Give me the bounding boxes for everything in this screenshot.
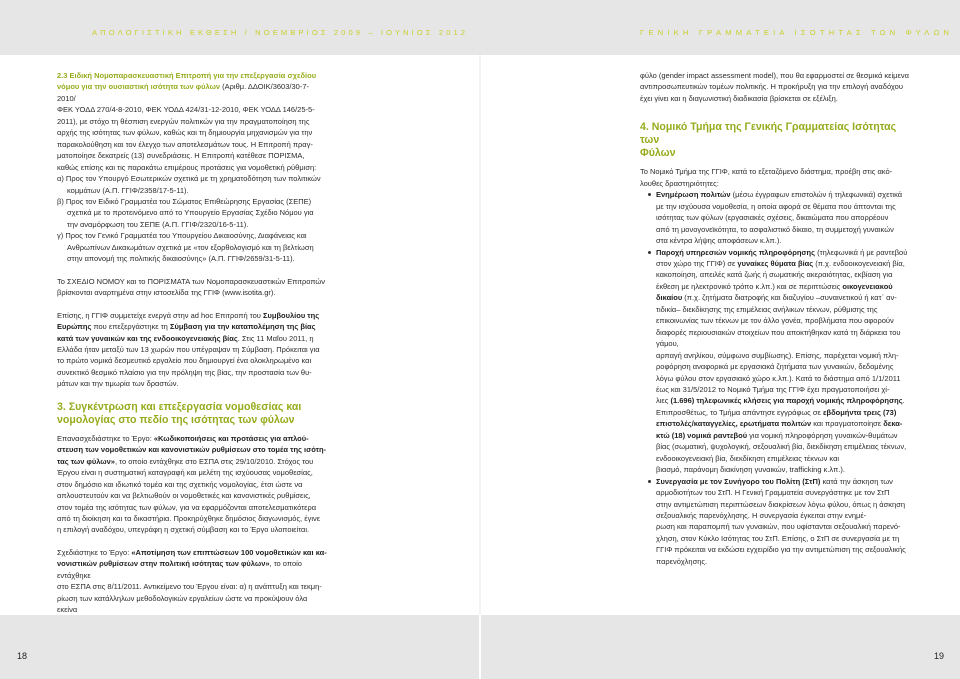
text-line bbox=[57, 444, 327, 455]
text-line bbox=[57, 333, 327, 344]
text-line bbox=[57, 433, 327, 444]
text-line: διαφορές περιουσιακών στοιχείων που αποκτήθηκαν κατά τη διάρκεια του γάμου, bbox=[656, 327, 901, 349]
text-line: λόγω φύλου στον εργασιακό χώρο κ.λπ.). Κατά το διάστημα από 1/1/2011 bbox=[656, 373, 901, 383]
text-span: (π.χ. ενδοοικογενειακή βία, bbox=[813, 258, 905, 268]
text-line: στην απονομή της πολιτικής δικαιοσύνης» (Α.Π. ΓΓΙΦ/2659/31-5-11). bbox=[67, 254, 295, 264]
text-line: Ανθρωπίνων Δικαιωμάτων σχετικά με «τον εξορθολογισμό και τη βελτίωση bbox=[67, 242, 314, 252]
text-line: Το Νομικό Τμήμα της ΓΓΙΦ, κατά το εξεταζόμενο διάστημα, προέβη στις ακό- bbox=[640, 167, 893, 177]
text-line: η επιλογή αναδόχου, υπεγράφη η σχετική σύμβαση και το Έργο υλοποιείται. bbox=[57, 525, 310, 535]
running-header-left: ΑΠΟΛΟΓΙΣΤΙΚΗ ΕΚΘΕΣΗ / ΝΟΕΜΒΡΙΟΣ 2009 – ΙΟΥΝΙΟΣ 2012 bbox=[92, 28, 469, 37]
text-line bbox=[656, 292, 910, 303]
text-line: α) Προς τον Υπουργό Εσωτερικών σχετικά με τη χρηματοδότηση των πολιτικών bbox=[57, 174, 321, 184]
text-line: κακοποίηση, απειλές κατά ζωής ή σωματικής ακεραιότητας, εκβίαση για bbox=[656, 270, 893, 280]
left-page-text bbox=[57, 70, 327, 673]
text-line: ΦΕΚ ΥΟΔΔ 270/4-8-2010, ΦΕΚ ΥΟΔΔ 424/31-12-2010, ΦΕΚ ΥΟΔΔ 146/25-5- bbox=[57, 105, 315, 115]
bullet-item bbox=[640, 247, 910, 476]
text-line bbox=[656, 395, 910, 406]
text-line: σχετικά με το προτεινόμενο από το Υπουργείο Εργασίας Σχέδιο Νόμου για bbox=[67, 208, 314, 218]
text-line: σεξουαλικής παρενόχλησης. Η συνεργασία έγκειται στην ενημέ- bbox=[656, 510, 867, 520]
text-line: στον τομέα της ισότητας των φύλων, για να εφαρμόζονται αποτελεσματικότερα bbox=[57, 502, 317, 512]
bold-span: κατά των γυναικών και της ενδοοικογενειακής βίας bbox=[57, 333, 238, 343]
text-line: το πρώτο νομικά δεσμευτικό εργαλείο που δημιουργεί ένα ολοκληρωμένο και bbox=[57, 356, 312, 366]
text-span: για νομική πληροφόρηση γυναικών-θυμάτων bbox=[747, 430, 898, 440]
bold-span: δικαίου bbox=[656, 293, 683, 303]
bold-span: στευση των νομοθετικών και κανονιστικών ρυθμίσεων στο τομέα της ισότη- bbox=[57, 445, 327, 455]
text-line: απλουστευτούν και να βελτιωθούν οι νομοθετικές και κανονιστικές ρυθμίσεις, bbox=[57, 491, 311, 501]
bold-span: νονιστικών ρυθμίσεων στην πολιτική ισότητας των φύλων» bbox=[57, 559, 270, 569]
text-span: (π.χ. ζητήματα διατροφής και διαζυγίου –συναινετικού ή κατ᾽ αν- bbox=[682, 293, 897, 303]
text-line bbox=[57, 321, 327, 332]
text-span: , το οποίο εντάχθηκε bbox=[57, 559, 302, 580]
text-line: 2.3 Ειδική Νομοπαρασκευαστική Επιτροπή για την επεξεργασία σχεδίου bbox=[57, 71, 317, 80]
text-line bbox=[57, 547, 327, 558]
text-span: και πραγματοποίησε bbox=[811, 419, 884, 429]
text-line: ισότητας των φύλων (εργασιακές σχέσεις, δικαιώματα που απορρέουν bbox=[656, 213, 889, 223]
right-page-footer-band bbox=[481, 615, 960, 679]
running-header-right: ΓΕΝΙΚΗ ΓΡΑΜΜΑΤΕΙΑ ΙΣΟΤΗΤΑΣ ΤΩΝ ΦΥΛΩΝ bbox=[640, 28, 954, 37]
text-line bbox=[57, 310, 327, 321]
text-line: Ελλάδα ήταν μεταξύ των 13 χωρών που υπέγραψαν τη Σύμβαση. Πρόκειται για bbox=[57, 344, 320, 354]
text-span: (Αριθμ. ΔΔΟΙΚ/3603/30-7-2010/ bbox=[57, 82, 309, 103]
text-span: Επανασχεδιάστηκε το Έργο: bbox=[57, 433, 154, 443]
text-line: επικοινωνίας των τέκνων με τον άλλο γονέα, προβλήματα που αφορούν bbox=[656, 316, 894, 326]
text-line: αρπαγή ανηλίκου, σύμφωνο συμβίωσης). Επίσης, παρέχεται νομική πλη- bbox=[656, 350, 899, 360]
text-span: . bbox=[902, 396, 905, 406]
text-line: έως και 31/5/2012 το Νομικό Τμήμα της ΓΓΙΦ έχει πραγματοποιήσει χί- bbox=[656, 384, 890, 394]
text-line: μάτων και την τιμωρία των δραστών. bbox=[57, 379, 179, 389]
bold-span: δεκα- bbox=[883, 419, 903, 429]
bullet-item bbox=[640, 189, 910, 246]
text-line: καθώς επίσης και τις παρακάτω επιμέρους προτάσεις για νομοθετική ρύθμιση: bbox=[57, 162, 317, 172]
text-line: κομμάτων (Α.Π. ΓΓΙΦ/2358/17-5-11). bbox=[67, 185, 189, 195]
bold-span: «Αποτίμηση των επιπτώσεων 100 νομοθετικών και κα- bbox=[131, 547, 327, 557]
text-line bbox=[656, 258, 910, 269]
text-line: έχει γίνει και η διαγωνιστική διαδικασία βρίσκεται σε εξέλιξη. bbox=[640, 93, 838, 103]
text-line: αντιπροσωπευτικών τομέων πολιτικής. Η προκήρυξη για την επιλογή αναδόχου bbox=[640, 82, 903, 92]
text-line: Έργου είναι η συστηματική καταγραφή και μελέτη της ισχύουσας νομοθεσίας, bbox=[57, 468, 313, 478]
bold-span: (1.696) τηλεφωνικές κλήσεις για παροχή νομικής πληροφόρησης bbox=[670, 396, 903, 406]
text-line: βίας (σωματική, ψυχολογική, σεξουαλική βία, διεκδίκηση επιμέλειας τέκνων, bbox=[656, 442, 907, 452]
text-line: στον δημόσιο και ιδιωτικό τομέα και της σχετικής νομολογίας, έτσι ώστε να bbox=[57, 479, 303, 489]
text-line: με την ισχύουσα νομοθεσία, η οποία αφορά σε θέματα που άπτονται της bbox=[656, 201, 896, 211]
text-line: παρενόχλησης. bbox=[656, 556, 708, 566]
bold-span: Συμβουλίου της bbox=[263, 310, 320, 320]
text-line: βιασμό, παράνομη διακίνηση γυναικών, trafficking κ.λπ.). bbox=[656, 465, 846, 475]
text-line bbox=[57, 81, 327, 104]
text-line: ματοποίησε δεκατρείς (13) συνεδριάσεις. Η Επιτροπή κατέθεσε ΠΟΡΙΣΜΑ, bbox=[57, 151, 305, 161]
text-line: β) Προς τον Ειδικό Γραμματέα του Σώματος Επιθεώρησης Εργασίας (ΣΕΠΕ) bbox=[57, 196, 312, 206]
text-line: λουθες δραστηριότητες: bbox=[640, 178, 719, 188]
bold-span: Συνεργασία με τον Συνήγορο του Πολίτη (ΣτΠ) bbox=[656, 476, 821, 486]
text-span: στον χώρο της ΓΓΙΦ) σε bbox=[656, 258, 738, 268]
text-line bbox=[656, 430, 910, 441]
section-2-3-heading bbox=[57, 70, 327, 81]
text-line: την αναμόρφωση του ΣΕΠΕ (Α.Π. ΓΓΙΦ/2320/16-5-11). bbox=[67, 219, 249, 229]
text-span: που επεξεργάστηκε τη bbox=[91, 322, 170, 332]
section-4-heading-cont: Φύλων bbox=[640, 147, 676, 160]
text-span: λιες bbox=[656, 396, 671, 406]
text-line: αρμοδιοτήτων του ΣτΠ. Η Γενική Γραμματεία συνεργάστηκε με τον ΣτΠ bbox=[656, 488, 890, 498]
spacer bbox=[57, 299, 327, 310]
left-page-footer-band bbox=[0, 615, 479, 679]
text-span: , το οποίο εντάχθηκε στο ΕΣΠΑ στις 29/10/2010. Στόχος του bbox=[114, 456, 314, 466]
text-line: ροφόρηση αναφορικά με εργασιακά ζητήματα των γυναικών, δεδομένης bbox=[656, 362, 894, 372]
text-span: Σχεδιάστηκε το Έργο: bbox=[57, 547, 132, 557]
text-line bbox=[656, 281, 910, 292]
text-span: (τηλεφωνικά ή με ραντεβού bbox=[815, 247, 908, 257]
text-line: 2011), με στόχο τη θέσπιση ενεργών πολιτικών για την πραγματοποίηση της bbox=[57, 116, 310, 126]
text-line: από τη μονογονεϊκότητα, το ασφαλιστικό δίκαιο, τη συμμετοχή γυναικών bbox=[656, 224, 894, 234]
text-line: φύλο (gender impact assessment model), που θα εφαρμοστεί σε θεσμικά κείμενα bbox=[640, 71, 909, 80]
section-3-heading: 3. Συγκέντρωση και επεξεργασία νομοθεσίας και bbox=[57, 400, 302, 413]
text-span: έκθεση με ηλεκτρονικό τρόπο κ.λπ.) και σε περιπτώσεις bbox=[656, 281, 843, 291]
page-number-left: 18 bbox=[17, 651, 28, 661]
bold-span: γυναίκες θύματα βίας bbox=[737, 258, 814, 268]
page-gutter bbox=[479, 55, 481, 615]
text-span: Επιπροσθέτως, το Τμήμα απάντησε εγγράφως σε bbox=[656, 407, 823, 417]
spacer bbox=[57, 536, 327, 547]
bold-span: τας των φύλων» bbox=[57, 456, 115, 466]
bold-span: επιστολές/καταγγελίες, ερωτήματα πολιτών bbox=[656, 419, 812, 429]
bold-span: Σύμβαση για την καταπολέμηση της βίας bbox=[169, 322, 316, 332]
text-line: βρίσκονται αναρτημένα στην ιστοσελίδα της ΓΓΙΦ (www.isotita.gr). bbox=[57, 288, 276, 298]
text-line: ενδοοικογενειακή βία, διεκδίκηση επιμέλειας τέκνων και bbox=[656, 453, 840, 463]
text-line: τιδικία– διεκδίκησης της επιμέλειας ανήλικων τέκνων, ρύθμισης της bbox=[656, 304, 878, 314]
text-line: παρακολούθηση και τον έλεγχο των αποτελεσμάτων τους. Η Επιτροπή πραγ- bbox=[57, 139, 313, 149]
bold-span: Ενημέρωση πολιτών bbox=[656, 190, 731, 200]
text-line: Το ΣΧΕΔΙΟ ΝΟΜΟΥ και το ΠΟΡΙΣΜΑΤΑ των Νομοπαρασκευαστικών Επιτροπών bbox=[57, 276, 326, 286]
section-3-heading-cont: νομολογίας στο πεδίο της ισότητας των φύλων bbox=[57, 413, 295, 426]
text-line: συνεκτικό θεσμικό πλαίσιο για την πρόληψη της βίας, την προστασία των θυ- bbox=[57, 367, 312, 377]
text-line: γ) Προς τον Γενικό Γραμματέα του Υπουργείου Δικαιοσύνης, Διαφάνειας και bbox=[57, 231, 307, 241]
section-2-3-heading-cont: νόμου για την ουσιαστική ισότητα των φύλων bbox=[57, 82, 221, 92]
text-line bbox=[656, 407, 910, 418]
text-line: στο ΕΣΠΑ στις 8/11/2011. Αντικείμενο του Έργου είναι: α) η ανάπτυξη και τεκμη- bbox=[57, 582, 322, 592]
text-line: από τη διοίκηση και τα δικαστήρια. Προκηρύχθηκε δημόσιος διαγωνισμός, έγινε bbox=[57, 513, 321, 523]
text-line bbox=[57, 558, 327, 581]
bold-span: Ευρώπης bbox=[57, 322, 92, 332]
bold-span: οικογενειακού bbox=[842, 281, 893, 291]
text-line bbox=[57, 456, 327, 467]
bold-span: εβδομήντα τρεις (73) bbox=[822, 407, 897, 417]
text-line bbox=[656, 189, 910, 200]
bold-span: Παροχή υπηρεσιών νομικής πληροφόρησης bbox=[656, 247, 816, 257]
text-line: ΓΓΙΦ πρόκειται να εκδώσει εγχειρίδιο για την αντιμετώπιση της σεξουαλικής bbox=[656, 545, 906, 555]
text-span: κατά την άσκηση των bbox=[820, 476, 893, 486]
text-span: (μέσω έγγραφων επιστολών ή τηλεφωνικά) σχετικά bbox=[730, 190, 903, 200]
text-line: στα κέντρα λήψης αποφάσεων κ.λπ.). bbox=[656, 236, 782, 246]
bold-span: «Κωδικοποιήσεις και προτάσεις για απλού- bbox=[153, 433, 309, 443]
text-line: χληση, στον Κύκλο Ισότητας του ΣτΠ. Επίσης, ο ΣτΠ σε συνεργασία με τη bbox=[656, 533, 900, 543]
text-line: ρίωση των κατάλληλων μεθοδολογικών εργαλείων ώστε να προκύψουν όλα εκείνα bbox=[57, 593, 308, 615]
text-span: . Στις 11 Μαΐου 2011, η bbox=[237, 333, 314, 343]
text-line bbox=[656, 247, 910, 258]
text-line: ρωση και παραπομπή των γυναικών, που υφίστανται σεξουαλική παρενό- bbox=[656, 522, 901, 532]
section-4-heading: 4. Νομικό Τμήμα της Γενικής Γραμματείας Ισότητας των bbox=[640, 121, 897, 147]
spacer bbox=[640, 104, 910, 115]
text-line bbox=[656, 418, 910, 429]
text-line bbox=[656, 476, 910, 487]
text-line: στην αντιμετώπιση περιπτώσεων διακρίσεων λόγω φύλου, όπως η άσκηση bbox=[656, 499, 905, 509]
text-span: Επίσης, η ΓΓΙΦ συμμετείχε ενεργά στην ad hoc Επιτροπή του bbox=[57, 310, 263, 320]
right-page-text bbox=[640, 70, 910, 567]
bullet-item bbox=[640, 476, 910, 568]
spacer bbox=[57, 265, 327, 276]
text-line: αρχής της ισότητας των φύλων, καθώς και τη δημιουργία μηχανισμών για την bbox=[57, 128, 313, 138]
page-number-right: 19 bbox=[934, 651, 945, 661]
spacer bbox=[57, 390, 327, 401]
bold-span: κτώ (18) νομικά ραντεβού bbox=[656, 430, 748, 440]
